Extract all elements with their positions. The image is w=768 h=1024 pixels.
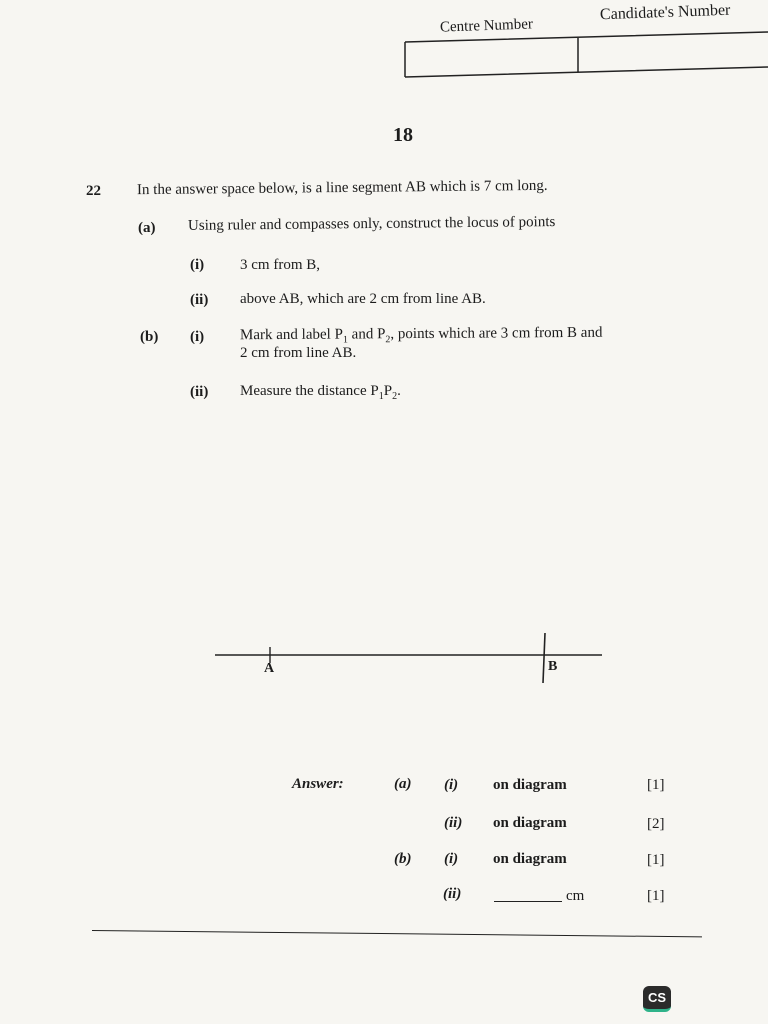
answer-row-1-text: on diagram <box>493 777 567 793</box>
answer-a-label: (a) <box>394 776 412 792</box>
distance-answer-line <box>494 889 562 902</box>
part-a-ii-text: above AB, which are 2 cm from line AB. <box>240 291 486 307</box>
tick-b <box>543 633 545 683</box>
part-b-i-text-line2: 2 cm from line AB. <box>240 345 357 361</box>
answer-row-3-mark: [1] <box>647 852 665 868</box>
answer-row-2-sub: (ii) <box>444 815 463 831</box>
answer-b-label: (b) <box>394 851 412 867</box>
answer-row-1-sub: (i) <box>444 777 459 793</box>
answer-row-4-mark: [1] <box>647 888 665 904</box>
point-b-label: B <box>548 659 558 674</box>
answer-row-3-sub: (i) <box>444 851 459 867</box>
bottom-rule <box>92 930 702 937</box>
point-a-label: A <box>264 661 275 676</box>
part-b-i-label: (i) <box>190 329 205 345</box>
question-number: 22 <box>86 183 101 199</box>
answer-row-3-text: on diagram <box>493 851 567 867</box>
answer-title: Answer: <box>292 776 344 792</box>
part-a-ii-label: (ii) <box>190 292 209 308</box>
answer-row-4-blank <box>494 889 562 907</box>
candidate-number-box <box>400 20 768 80</box>
part-a-i-text: 3 cm from B, <box>240 257 320 273</box>
answer-row-2-mark: [2] <box>647 816 665 832</box>
candidate-number-label: Candidate's Number <box>599 1 731 24</box>
camscanner-badge: CS <box>643 986 671 1012</box>
line-segment-diagram <box>210 625 610 690</box>
answer-row-1-mark: [1] <box>647 777 665 793</box>
answer-row-4-sub: (ii) <box>443 886 462 902</box>
question-stem: In the answer space below, is a line segment AB which is 7 cm long. <box>136 177 548 199</box>
part-a-text: Using ruler and compasses only, construct the locus of points <box>187 214 556 234</box>
part-a-label: (a) <box>138 220 156 236</box>
answer-row-4-unit: cm <box>566 888 585 904</box>
answer-row-2-text: on diagram <box>493 815 567 831</box>
part-b-label: (b) <box>140 329 159 345</box>
centre-number-label: Centre Number <box>439 16 534 36</box>
part-b-ii-label: (ii) <box>190 384 209 400</box>
page-number: 18 <box>393 124 413 146</box>
part-b-i-text: Mark and label $P_1$ and $P_2$, points which are 3 cm from B and <box>239 324 603 346</box>
part-a-i-label: (i) <box>190 257 205 273</box>
part-b-ii-text: Measure the distance $P_1P_2$. <box>240 383 401 402</box>
